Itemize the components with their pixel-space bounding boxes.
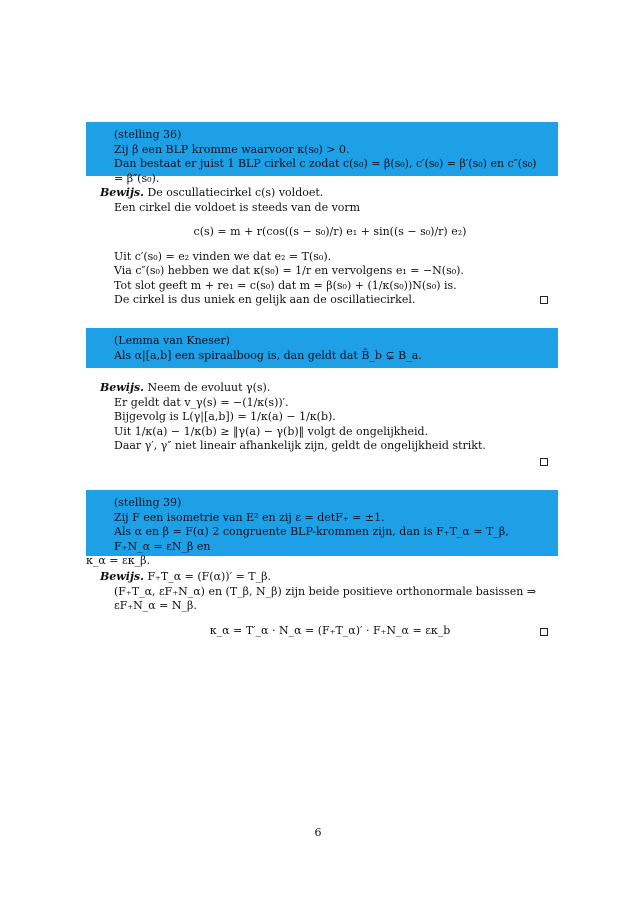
proof-2 (100, 381, 560, 454)
theorem-title: (stelling 39) (114, 496, 182, 509)
proof-line: Uit c′(s₀) = e₂ vinden we dat e₂ = T(s₀). (114, 249, 332, 263)
lemma-box (86, 328, 558, 368)
proof-lead: De oscullatiecirkel c(s) voldoet. (147, 186, 324, 199)
proof-label: Bewijs. (100, 186, 144, 199)
proof-formula: κ_α = T′_α · N_α = (F₊T_α)′ · F₊N_α = εκ_b (209, 623, 451, 637)
proof-line: Tot slot geeft m + re₁ = c(s₀) dat m = β(s₀) + (1/κ(s₀))N(s₀) is. (114, 278, 457, 292)
lemma-line: Als α|[a,b] een spiraalboog is, dan geldt dat B̄_b ⊊ B_a. (114, 348, 422, 362)
theorem-title: (stelling 36) (114, 128, 182, 141)
proof-line: Er geldt dat v_γ(s) = −(1/κ(s))′. (114, 395, 289, 409)
theorem-line: Als α en β = F(α) 2 congruente BLP-krommen zijn, dan is F₊T_α = T_β, F₊N_α = εN_β en (114, 525, 509, 553)
proof-line: Een cirkel die voldoet is steeds van de vorm (114, 200, 361, 214)
proof-line: Via c″(s₀) hebben we dat κ(s₀) = 1/r en vervolgens e₁ = −N(s₀). (114, 264, 464, 277)
theorem-line: Zij F een isometrie van E² en zij ε = detF₊ = ±1. (114, 510, 385, 524)
theorem-box-39 (86, 490, 558, 567)
proof-lead: Neem de evoluut γ(s). (147, 381, 271, 394)
proof-label: Bewijs. (100, 570, 144, 583)
proof-1 (100, 186, 560, 308)
proof-3 (100, 570, 560, 648)
proof-label: Bewijs. (100, 381, 144, 394)
theorem-line: κ_α = εκ_β. (86, 554, 150, 567)
proof-line: De cirkel is dus uniek en gelijk aan de oscillatiecirkel. (114, 293, 416, 306)
proof-line: (F₊T_α, εF₊N_α) en (T_β, N_β) zijn beide positieve orthonormale basissen ⇒ εF₊N_α = N_β. (114, 584, 537, 612)
qed-square (540, 296, 548, 304)
theorem-line: Zij β een BLP kromme waarvoor κ(s₀) > 0. (114, 142, 350, 156)
proof-line: Daar γ′, γ″ niet lineair afhankelijk zijn, geldt de ongelijkheid strikt. (114, 439, 486, 452)
proof-formula: c(s) = m + r(cos((s − s₀)/r) e₁ + sin((s − s₀)/r) e₂) (193, 225, 467, 238)
theorem-line: Dan bestaat er juist 1 BLP cirkel c zodat c(s₀) = β(s₀), c′(s₀) = β′(s₀) en c″(s₀) = β″(s₀). (114, 157, 537, 185)
page-number: 6 (314, 826, 322, 839)
proof-line: Uit 1/κ(a) − 1/κ(b) ≥ ‖γ(a) − γ(b)‖ volgt de ongelijkheid. (114, 424, 429, 438)
qed-square (540, 458, 548, 466)
theorem-box-36 (86, 122, 558, 185)
qed-square (540, 628, 548, 636)
proof-lead: F₊T_α = (F(α))′ = T_β. (147, 570, 271, 583)
proof-line: Bijgevolg is L(γ|[a,b]) = 1/κ(a) − 1/κ(b). (114, 410, 336, 423)
lemma-title: (Lemma van Kneser) (114, 334, 230, 347)
